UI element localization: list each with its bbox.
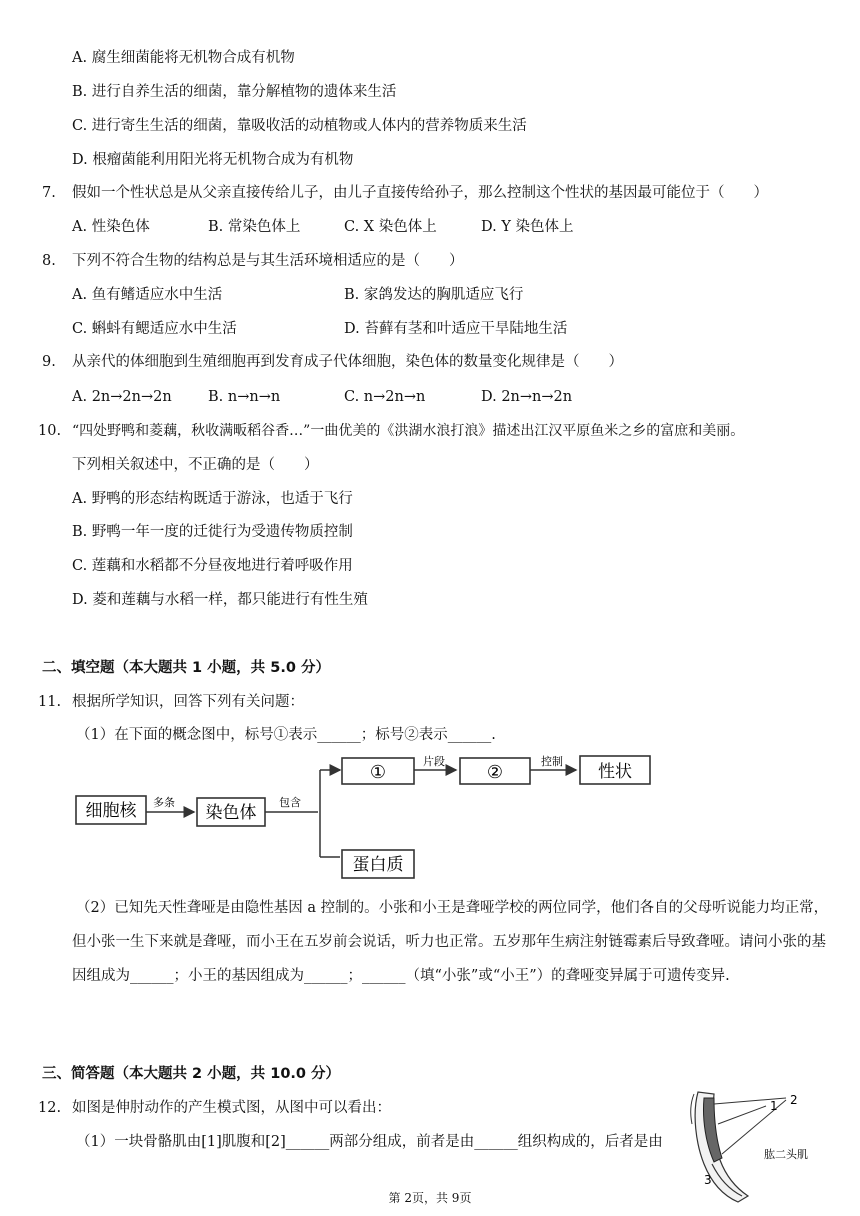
q10-number: 10. — [38, 423, 62, 439]
q10-option-b: B. 野鸭一年一度的迁徙行为受遗传物质控制 — [72, 524, 353, 540]
q7-option-b: B. 常染色体上 — [208, 219, 301, 235]
section-fill-in-title: 二、填空题（本大题共 1 小题，共 5.0 分） — [42, 660, 330, 676]
biceps-label: 肱二头肌 — [764, 1148, 808, 1161]
q12-number: 12. — [38, 1100, 62, 1116]
concept-map-diagram — [70, 754, 660, 884]
arm-label-3: 3 — [704, 1173, 712, 1187]
q9-option-c: C. n→2n→n — [344, 389, 426, 405]
contains-label: 包含 — [279, 796, 301, 809]
cell-nucleus-text: 细胞核 — [85, 801, 137, 821]
q11-stem: 根据所学知识，回答下列有关问题： — [72, 694, 304, 710]
q8-option-d: D. 苔藓有茎和叶适应干旱陆地生活 — [344, 321, 568, 337]
q12-part1: （1）一块骨骼肌由[1]肌腹和[2]______两部分组成，前者是由______组织构成的，后者是由 — [76, 1134, 663, 1150]
q8-number: 8. — [42, 253, 56, 269]
q9-stem: 从亲代的体细胞到生殖细胞再到发育成子代体细胞，染色体的数量变化规律是（ ） — [72, 354, 623, 370]
q6-option-d: D. 根瘤菌能利用阳光将无机物合成为有机物 — [72, 152, 354, 168]
q7-stem: 假如一个性状总是从父亲直接传给儿子，由儿子直接传给孙子，那么控制这个性状的基因最可能位于（ ） — [72, 185, 768, 201]
page-footer: 第 2页，共 9页 — [388, 1191, 472, 1205]
q11-part2: （2）已知先天性聋哑是由隐性基因 a 控制的。小张和小王是聋哑学校的两位同学，他们各自的父母听说能力均正常，但小张一生下来就是聋哑，而小王在五岁前会说话，听力也正常。五岁那年生病注射链霉素后导致聋哑。请问小张的基因组成为______；小王的基因组成为______；______（填“小张”或“小王”）的聋哑变异属于可遗传变异. — [72, 900, 829, 984]
arm-label-2: 2 — [790, 1093, 798, 1107]
q6-option-a: A. 腐生细菌能将无机物合成有机物 — [72, 50, 295, 66]
q12-stem: 如图是伸肘动作的产生模式图，从图中可以看出： — [72, 1100, 391, 1116]
q7-option-a: A. 性染色体 — [72, 219, 150, 235]
q8-option-c: C. 蝌蚪有鳃适应水中生活 — [72, 321, 237, 337]
q7-number: 7. — [42, 185, 56, 201]
q9-number: 9. — [42, 354, 56, 370]
chromosome-text: 染色体 — [205, 803, 257, 823]
arm-label-1: 1 — [770, 1099, 778, 1113]
q9-option-b: B. n→n→n — [208, 389, 281, 405]
many-label: 多条 — [153, 796, 175, 809]
q10-option-c: C. 莲藕和水稻都不分昼夜地进行着呼吸作用 — [72, 558, 353, 574]
control-label: 控制 — [541, 755, 563, 768]
q8-stem: 下列不符合生物的结构总是与其生活环境相适应的是（ ） — [72, 253, 464, 269]
q10-stem-line2: 下列相关叙述中，不正确的是（ ） — [72, 457, 319, 473]
q10-stem-line1: “四处野鸭和菱藕，秋收满畈稻谷香…”一曲优美的《洪湖水浪打浪》描述出江汉平原鱼米之乡的富庶和美丽。 — [72, 423, 745, 439]
label1-text: ① — [369, 762, 387, 783]
q7-option-c: C. X 染色体上 — [344, 219, 437, 235]
q11-part1: （1）在下面的概念图中，标号①表示______；标号②表示______. — [76, 727, 496, 743]
segment-label: 片段 — [423, 755, 445, 768]
q10-option-d: D. 菱和莲藕与水稻一样，都只能进行有性生殖 — [72, 592, 368, 608]
q10-option-a: A. 野鸭的形态结构既适于游泳，也适于飞行 — [72, 491, 353, 507]
protein-text: 蛋白质 — [352, 855, 404, 875]
q9-option-a: A. 2n→2n→2n — [72, 389, 172, 405]
q6-option-c: C. 进行寄生生活的细菌，靠吸收活的动植物或人体内的营养物质来生活 — [72, 118, 527, 134]
q7-option-d: D. Y 染色体上 — [481, 219, 574, 235]
q6-option-b: B. 进行自养生活的细菌，靠分解植物的遗体来生活 — [72, 84, 397, 100]
pointer-1 — [718, 1106, 766, 1124]
label2-text: ② — [486, 762, 504, 783]
trait-text: 性状 — [598, 762, 632, 782]
section-short-answer-title: 三、简答题（本大题共 2 小题，共 10.0 分） — [42, 1066, 341, 1082]
q9-option-d: D. 2n→n→2n — [481, 389, 573, 405]
q8-option-a: A. 鱼有鳍适应水中生活 — [72, 287, 223, 303]
q8-option-b: B. 家鸽发达的胸肌适应飞行 — [344, 287, 524, 303]
q11-number: 11. — [38, 694, 62, 710]
